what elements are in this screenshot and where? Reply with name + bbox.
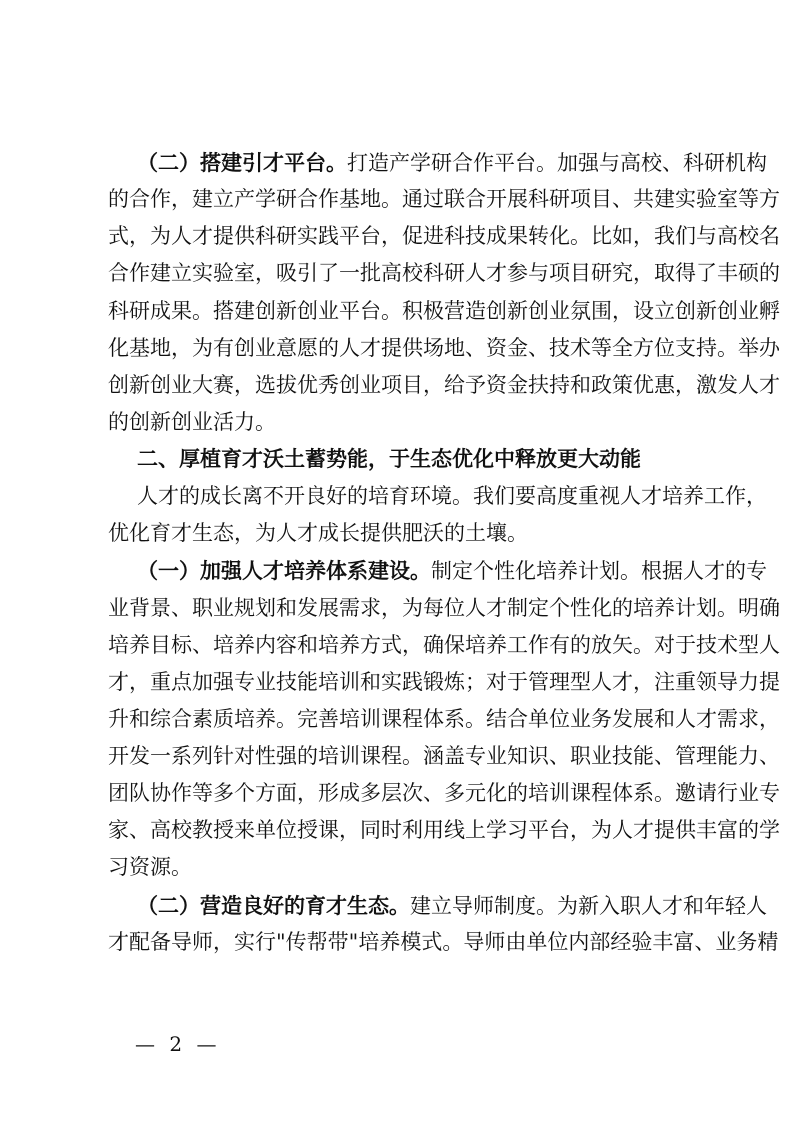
paragraph-line: 人才的成长离不开良好的培育环境。我们要高度重视人才培养工作， <box>137 484 767 509</box>
paragraph-line: 才配备导师，实行"传帮带"培养模式。导师由单位内部经验丰富、业务精 <box>108 929 779 954</box>
paragraph-line <box>108 552 767 589</box>
paragraph-lead: （二）营造良好的育才生态。 <box>137 892 410 918</box>
paragraph-line: 培养目标、培养内容和培养方式，确保培养工作有的放矢。对于技术型人 <box>108 632 780 657</box>
paragraph-line: 优化育才生态，为人才成长提供肥沃的土壤。 <box>108 521 528 546</box>
paragraph-line: 科研成果。搭建创新创业平台。积极营造创新创业氛围，设立创新创业孵 <box>108 298 780 323</box>
paragraph-line: 式，为人才提供科研实践平台，促进科技成果转化。比如，我们与高校名 <box>108 224 780 249</box>
paragraph-line: 家、高校教授来单位授课，同时利用线上学习平台，为人才提供丰富的学 <box>108 818 780 843</box>
line-text: 制定个性化培养计划。根据人才的专 <box>431 559 767 584</box>
paragraph-line: 化基地，为有创业意愿的人才提供场地、资金、技术等全方位支持。举办 <box>108 335 780 360</box>
paragraph-line <box>108 144 767 181</box>
paragraph-lead: （一）加强人才培养体系建设。 <box>137 558 431 584</box>
paragraph-line <box>108 887 767 924</box>
paragraph-line: 的创新创业活力。 <box>108 409 276 434</box>
paragraph-line: 团队协作等多个方面，形成多层次、多元化的培训课程体系。邀请行业专 <box>108 781 780 806</box>
paragraph-lead: （二）搭建引才平台。 <box>137 150 347 175</box>
paragraph-line: 升和综合素质培养。完善培训课程体系。结合单位业务发展和人才需求， <box>108 706 780 731</box>
paragraph-line: 开发一系列针对性强的培训课程。涵盖专业知识、职业技能、管理能力、 <box>108 744 780 768</box>
paragraph-line: 的合作，建立产学研合作基地。通过联合开展科研项目、共建实验室等方 <box>108 187 780 212</box>
paragraph-line: 合作建立实验室，吸引了一批高校科研人才参与项目研究，取得了丰硕的 <box>108 261 780 286</box>
line-text: 建立导师制度。为新入职人才和年轻人 <box>410 893 767 918</box>
paragraph-line: 才，重点加强专业技能培训和实践锻炼；对于管理型人才，注重领导力提 <box>108 669 780 694</box>
paragraph-line: 习资源。 <box>108 855 192 880</box>
page-number: — 2 — <box>135 1032 221 1056</box>
section-heading: 二、厚植育才沃土蓄势能，于生态优化中释放更大动能 <box>137 447 641 471</box>
line-text: 打造产学研合作平台。加强与高校、科研机构 <box>347 151 767 175</box>
paragraph-line: 业背景、职业规划和发展需求，为每位人才制定个性化的培养计划。明确 <box>108 595 780 620</box>
document-body <box>108 144 780 961</box>
paragraph-line: 创新创业大赛，选拔优秀创业项目，给予资金扶持和政策优惠，激发人才 <box>108 372 780 397</box>
